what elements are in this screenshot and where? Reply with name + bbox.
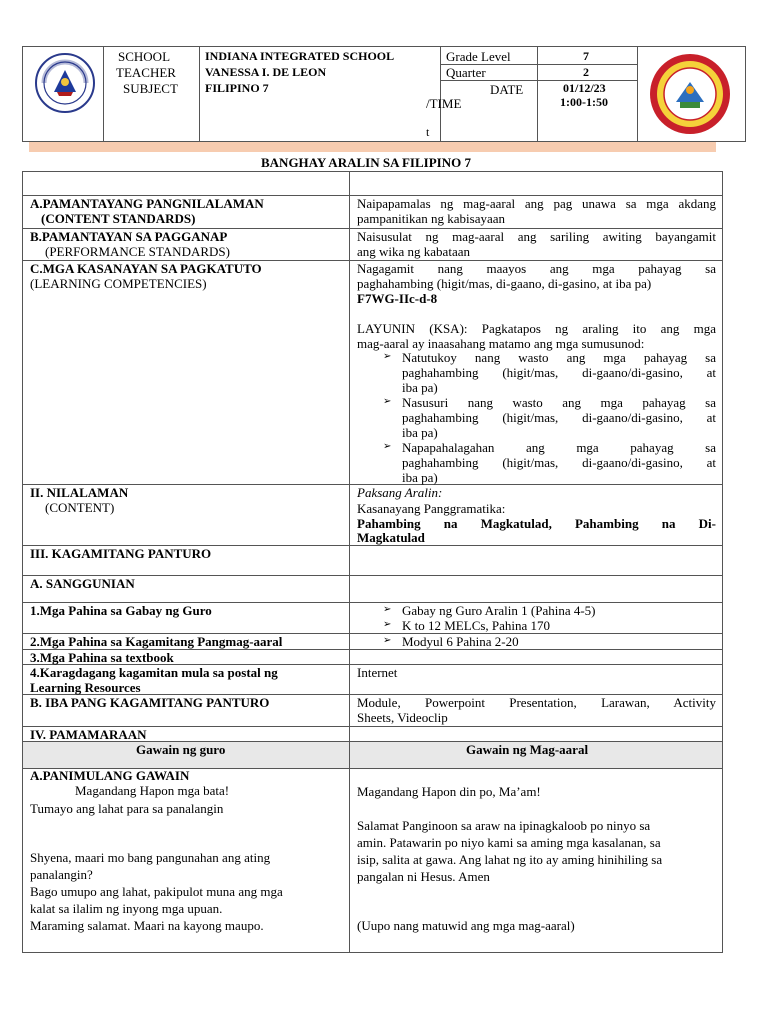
grade-level-value: 7 (583, 49, 589, 63)
arrow-bullet-icon: ➢ (383, 351, 392, 362)
student-line-2: Salamat Panginoon sa araw na ipinagkaloob po ninyo sa (357, 818, 651, 833)
objective-1-line1: Natutukoy nang wasto ang mga pahayag sa (402, 350, 716, 365)
teacher-activity-header: Gawain ng guro (136, 742, 226, 757)
objective-3-line1: Napapahalagahan ang mga pahayag sa (402, 440, 716, 455)
lr-portal-label-line1: 4.Karagdagang kagamitan mula sa postal ng (30, 665, 278, 680)
objective-3-line3: iba pa) (402, 470, 438, 485)
objective-2-line1: Nasusuri nang wasto ang mga pahayag sa (402, 395, 716, 410)
learner-material-label: 2.Mga Pahina sa Kagamitang Pangmag-aaral (30, 634, 283, 649)
performance-standards-value-line2: ang wika ng kabataan (357, 244, 470, 259)
content-standards-sub: (CONTENT STANDARDS) (41, 211, 196, 226)
teacher-guide-ref1: Gabay ng Guro Aralin 1 (Pahina 4-5) (402, 603, 596, 618)
teacher-guide-ref2: K to 12 MELCs, Pahina 170 (402, 618, 551, 633)
teacher-line-7: Maraming salamat. Maari na kayong maupo. (30, 918, 264, 933)
skill-label: Kasanayang Panggramatika: (357, 501, 506, 516)
textbook-label: 3.Mga Pahina sa textbook (30, 650, 174, 665)
objectives-intro-line1: LAYUNIN (KSA): Pagkatapos ng araling ito ang mga (357, 321, 716, 336)
objectives-intro-line2: mag-aaral ay inaasahang matamo ang mga sumusunod: (357, 336, 645, 351)
time-value: 1:00-1:50 (560, 95, 608, 109)
other-materials-line2: Sheets, Videoclip (357, 710, 448, 725)
teacher-label: TEACHER (116, 65, 176, 80)
subject-value: FILIPINO 7 (205, 81, 269, 95)
quarter-label: Quarter (446, 65, 486, 80)
content-standards-value-line2: pampanitikan ng kabisayaan (357, 211, 506, 226)
arrow-bullet-icon: ➢ (383, 441, 392, 452)
materials-title: III. KAGAMITANG PANTURO (30, 546, 212, 561)
learning-competencies-title: C.MGA KASANAYAN SA PAGKATUTO (30, 261, 262, 276)
arrow-bullet-icon: ➢ (383, 619, 392, 630)
teacher-guide-label: 1.Mga Pahina sa Gabay ng Guro (30, 603, 212, 618)
performance-standards-value-line1: Naisusulat ng mag-aaral ang sariling awiting bayangamit (357, 229, 716, 244)
objective-1-line2: paghahambing (higit/mas, di-gaano/di-gasino, at (402, 365, 716, 380)
school-seal-logo (648, 52, 732, 136)
learning-competencies-sub: (LEARNING COMPETENCIES) (30, 276, 207, 291)
student-line-4: isip, salita at gawa. Ang lahat ng ito ay aming hinihiling sa (357, 852, 663, 867)
performance-standards-sub: (PERFORMANCE STANDARDS) (45, 244, 230, 259)
learner-material-ref: Modyul 6 Pahina 2-20 (402, 634, 519, 649)
competency-line2: paghahambing (higit/mas, di-gaano, di-gasino, at iba pa) (357, 276, 652, 291)
student-line-1: Magandang Hapon din po, Ma’am! (357, 784, 541, 799)
preliminary-activity-title: A.PANIMULANG GAWAIN (30, 768, 190, 783)
school-value: INDIANA INTEGRATED SCHOOL (205, 49, 395, 63)
objective-3-line2: paghahambing (higit/mas, di-gaano/di-gasino, at (402, 455, 716, 470)
teacher-value: VANESSA I. DE LEON (205, 65, 327, 79)
date-label: DATE (490, 82, 524, 97)
teacher-line-2: Tumayo ang lahat para sa panalangin (30, 801, 224, 816)
date-value: 01/12/23 (563, 81, 606, 95)
arrow-bullet-icon: ➢ (383, 396, 392, 407)
student-activity-header: Gawain ng Mag-aaral (466, 742, 589, 757)
deped-seal-logo (34, 52, 96, 114)
content-standards-value-line1: Naipapamalas ng mag-aaral ang pag unawa sa mga akdang (357, 196, 716, 211)
grade-level-label: Grade Level (446, 49, 511, 64)
teacher-line-6: kalat sa ilalim ng inyong mga upuan. (30, 901, 223, 916)
competency-line1: Nagagamit nang maayos ang mga pahayag sa (357, 261, 716, 276)
teacher-line-1: Magandang Hapon mga bata! (75, 783, 230, 798)
teacher-line-4: panalangin? (30, 867, 93, 882)
student-line-3: amin. Patawarin po niyo kami sa aming mga kasalanan, sa (357, 835, 661, 850)
content-standards-title: A.PAMANTAYANG PANGNILALAMAN (30, 196, 264, 211)
time-label-extra: t (426, 125, 430, 139)
time-label: /TIME (426, 96, 462, 111)
topic-title-line2: Magkatulad (357, 530, 425, 545)
header-accent-band (29, 142, 716, 152)
quarter-value: 2 (583, 65, 589, 79)
subject-label: SUBJECT (123, 81, 178, 96)
content-title: II. NILALAMAN (30, 485, 129, 500)
performance-standards-title: B.PAMANTAYAN SA PAGGANAP (30, 229, 228, 244)
references-title: A. SANGGUNIAN (30, 576, 135, 591)
arrow-bullet-icon: ➢ (383, 604, 392, 615)
arrow-bullet-icon: ➢ (383, 635, 392, 646)
lr-portal-label-line2: Learning Resources (30, 680, 141, 695)
student-line-5: pangalan ni Hesus. Amen (357, 869, 490, 884)
other-materials-label: B. IBA PANG KAGAMITANG PANTURO (30, 695, 270, 710)
competency-code: F7WG-IIc-d-8 (357, 291, 438, 306)
school-label: SCHOOL (118, 49, 171, 64)
procedure-title: IV. PAMAMARAAN (30, 727, 147, 742)
student-line-6: (Uupo nang matuwid ang mga mag-aaral) (357, 918, 575, 933)
activity-header-row (23, 742, 722, 768)
content-sub: (CONTENT) (45, 500, 115, 515)
topic-label: Paksang Aralin: (357, 485, 443, 500)
teacher-line-5: Bago umupo ang lahat, pakipulot muna ang mga (30, 884, 283, 899)
objective-2-line2: paghahambing (higit/mas, di-gaano/di-gasino, at (402, 410, 716, 425)
objective-1-line3: iba pa) (402, 380, 438, 395)
lr-portal-value: Internet (357, 665, 398, 680)
objective-2-line3: iba pa) (402, 425, 438, 440)
teacher-line-3: Shyena, maari mo bang pangunahan ang ating (30, 850, 271, 865)
page-title: BANGHAY ARALIN SA FILIPINO 7 (261, 155, 471, 170)
topic-title-line1: Pahambing na Magkatulad, Pahambing na Di- (357, 516, 716, 531)
other-materials-line1: Module, Powerpoint Presentation, Larawan, Activity (357, 695, 716, 710)
